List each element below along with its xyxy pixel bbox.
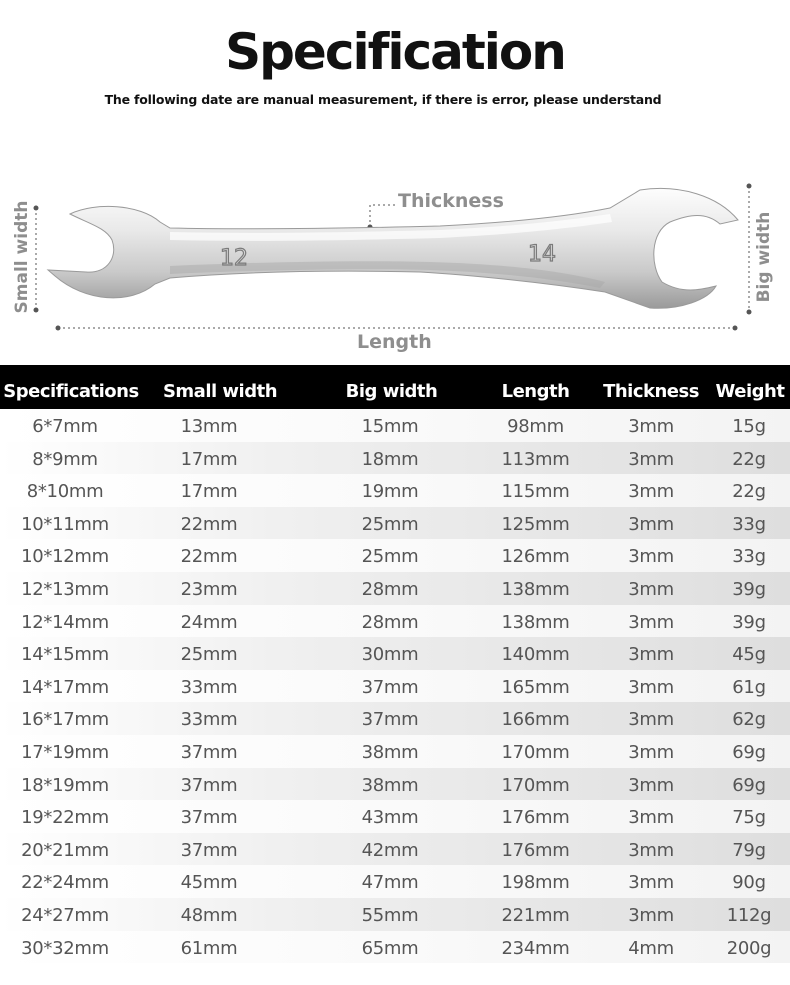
cell-spec: 17*19mm (21, 741, 109, 763)
cell-length: 198mm (501, 872, 570, 894)
cell-big-width: 47mm (361, 872, 419, 894)
cell-weight: 15g (732, 416, 766, 437)
cell-big-width: 15mm (361, 416, 419, 437)
cell-spec: 14*15mm (21, 644, 109, 666)
cell-small-width: 24mm (180, 611, 238, 633)
cell-weight: 22g (732, 448, 766, 470)
cell-weight: 200g (726, 937, 772, 959)
cell-weight: 39g (732, 578, 766, 600)
cell-thickness: 3mm (628, 807, 674, 829)
cell-thickness: 3mm (628, 774, 674, 796)
cell-small-width: 22mm (180, 513, 238, 535)
cell-big-width: 55mm (361, 904, 419, 926)
cell-weight: 33g (732, 513, 766, 535)
table-row (0, 474, 790, 507)
length-label: Length (357, 331, 432, 353)
cell-length: 234mm (501, 937, 570, 959)
header-weight: Weight (715, 381, 785, 402)
cell-length: 125mm (501, 513, 570, 535)
cell-spec: 19*22mm (21, 807, 109, 829)
cell-big-width: 25mm (361, 513, 419, 535)
cell-spec: 10*12mm (21, 546, 109, 568)
cell-spec: 24*27mm (21, 904, 109, 926)
cell-big-width: 28mm (361, 611, 419, 633)
cell-small-width: 33mm (180, 709, 238, 731)
table-row (0, 702, 790, 735)
cell-length: 138mm (501, 611, 570, 633)
cell-weight: 79g (732, 839, 766, 861)
small-width-label: Small width (12, 200, 32, 314)
cell-thickness: 3mm (628, 872, 674, 894)
cell-small-width: 17mm (180, 481, 238, 503)
cell-small-width: 45mm (180, 872, 238, 894)
specification-table (0, 365, 790, 963)
cell-length: 221mm (501, 904, 570, 926)
table-row (0, 735, 790, 768)
table-row (0, 768, 790, 801)
cell-spec: 16*17mm (21, 709, 109, 731)
cell-length: 113mm (501, 448, 570, 470)
cell-big-width: 42mm (361, 839, 419, 861)
cell-thickness: 3mm (628, 904, 674, 926)
table-header (0, 365, 790, 409)
cell-big-width: 28mm (361, 578, 419, 600)
cell-small-width: 61mm (180, 937, 238, 959)
cell-spec: 12*14mm (21, 611, 109, 633)
cell-small-width: 13mm (180, 416, 238, 437)
cell-spec: 12*13mm (21, 578, 109, 600)
cell-length: 140mm (501, 644, 570, 666)
table-row (0, 865, 790, 898)
table-row (0, 572, 790, 605)
cell-weight: 39g (732, 611, 766, 633)
cell-weight: 112g (726, 904, 772, 926)
cell-small-width: 37mm (180, 839, 238, 861)
cell-length: 176mm (501, 807, 570, 829)
cell-thickness: 4mm (628, 937, 674, 959)
cell-small-width: 33mm (180, 676, 238, 698)
cell-big-width: 38mm (361, 741, 419, 763)
page-title: Specification (225, 23, 565, 81)
cell-spec: 30*32mm (21, 937, 109, 959)
cell-thickness: 3mm (628, 546, 674, 568)
table-row (0, 931, 790, 964)
table-row (0, 800, 790, 833)
cell-length: 166mm (501, 709, 570, 731)
stamp-left: 12 (220, 246, 248, 271)
table-row (0, 409, 790, 442)
cell-weight: 69g (732, 774, 766, 796)
cell-big-width: 19mm (361, 481, 419, 503)
cell-small-width: 48mm (180, 904, 238, 926)
cell-thickness: 3mm (628, 416, 674, 437)
cell-big-width: 30mm (361, 644, 419, 666)
stamp-right: 14 (528, 242, 556, 267)
cell-small-width: 37mm (180, 807, 238, 829)
cell-weight: 45g (732, 644, 766, 666)
cell-length: 170mm (501, 741, 570, 763)
cell-spec: 10*11mm (21, 513, 109, 535)
cell-small-width: 37mm (180, 774, 238, 796)
cell-weight: 75g (732, 807, 766, 829)
header-small-width: Small width (162, 381, 278, 402)
cell-big-width: 37mm (361, 709, 419, 731)
cell-spec: 8*9mm (32, 448, 98, 470)
table-row (0, 637, 790, 670)
table-row (0, 833, 790, 866)
table-row (0, 605, 790, 638)
table-row (0, 670, 790, 703)
cell-spec: 8*10mm (26, 481, 104, 503)
cell-weight: 22g (732, 481, 766, 503)
cell-big-width: 65mm (361, 937, 419, 959)
cell-length: 176mm (501, 839, 570, 861)
cell-thickness: 3mm (628, 644, 674, 666)
cell-weight: 33g (732, 546, 766, 568)
header-length: Length (501, 381, 570, 402)
page-subtitle: The following date are manual measurement, if there is error, please understand (104, 92, 662, 107)
wrench-diagram (0, 170, 790, 360)
cell-length: 126mm (501, 546, 570, 568)
big-width-label: Big width (754, 211, 774, 303)
cell-length: 170mm (501, 774, 570, 796)
cell-big-width: 25mm (361, 546, 419, 568)
cell-length: 138mm (501, 578, 570, 600)
cell-length: 115mm (501, 481, 570, 503)
cell-thickness: 3mm (628, 513, 674, 535)
cell-thickness: 3mm (628, 709, 674, 731)
cell-length: 98mm (507, 416, 564, 437)
cell-thickness: 3mm (628, 578, 674, 600)
cell-small-width: 25mm (180, 644, 238, 666)
cell-big-width: 43mm (361, 807, 419, 829)
cell-thickness: 3mm (628, 741, 674, 763)
cell-weight: 62g (732, 709, 766, 731)
table-row (0, 507, 790, 540)
cell-thickness: 3mm (628, 611, 674, 633)
cell-big-width: 37mm (361, 676, 419, 698)
table-row (0, 539, 790, 572)
header-big-width: Big width (345, 381, 438, 402)
cell-small-width: 17mm (180, 448, 238, 470)
cell-spec: 6*7mm (32, 416, 98, 437)
header-thickness: Thickness (603, 381, 699, 402)
cell-weight: 90g (732, 872, 766, 894)
cell-thickness: 3mm (628, 448, 674, 470)
thickness-label: Thickness (398, 190, 504, 212)
table-row (0, 442, 790, 475)
cell-big-width: 18mm (361, 448, 419, 470)
cell-big-width: 38mm (361, 774, 419, 796)
cell-thickness: 3mm (628, 676, 674, 698)
cell-thickness: 3mm (628, 481, 674, 503)
cell-spec: 20*21mm (21, 839, 109, 861)
cell-small-width: 23mm (180, 578, 238, 600)
cell-spec: 14*17mm (21, 676, 109, 698)
header-specifications: Specifications (3, 381, 139, 402)
cell-spec: 18*19mm (21, 774, 109, 796)
cell-weight: 61g (732, 676, 766, 698)
cell-small-width: 37mm (180, 741, 238, 763)
table-body (0, 409, 790, 963)
cell-small-width: 22mm (180, 546, 238, 568)
cell-spec: 22*24mm (21, 872, 109, 894)
table-row (0, 898, 790, 931)
cell-thickness: 3mm (628, 839, 674, 861)
cell-length: 165mm (501, 676, 570, 698)
cell-weight: 69g (732, 741, 766, 763)
